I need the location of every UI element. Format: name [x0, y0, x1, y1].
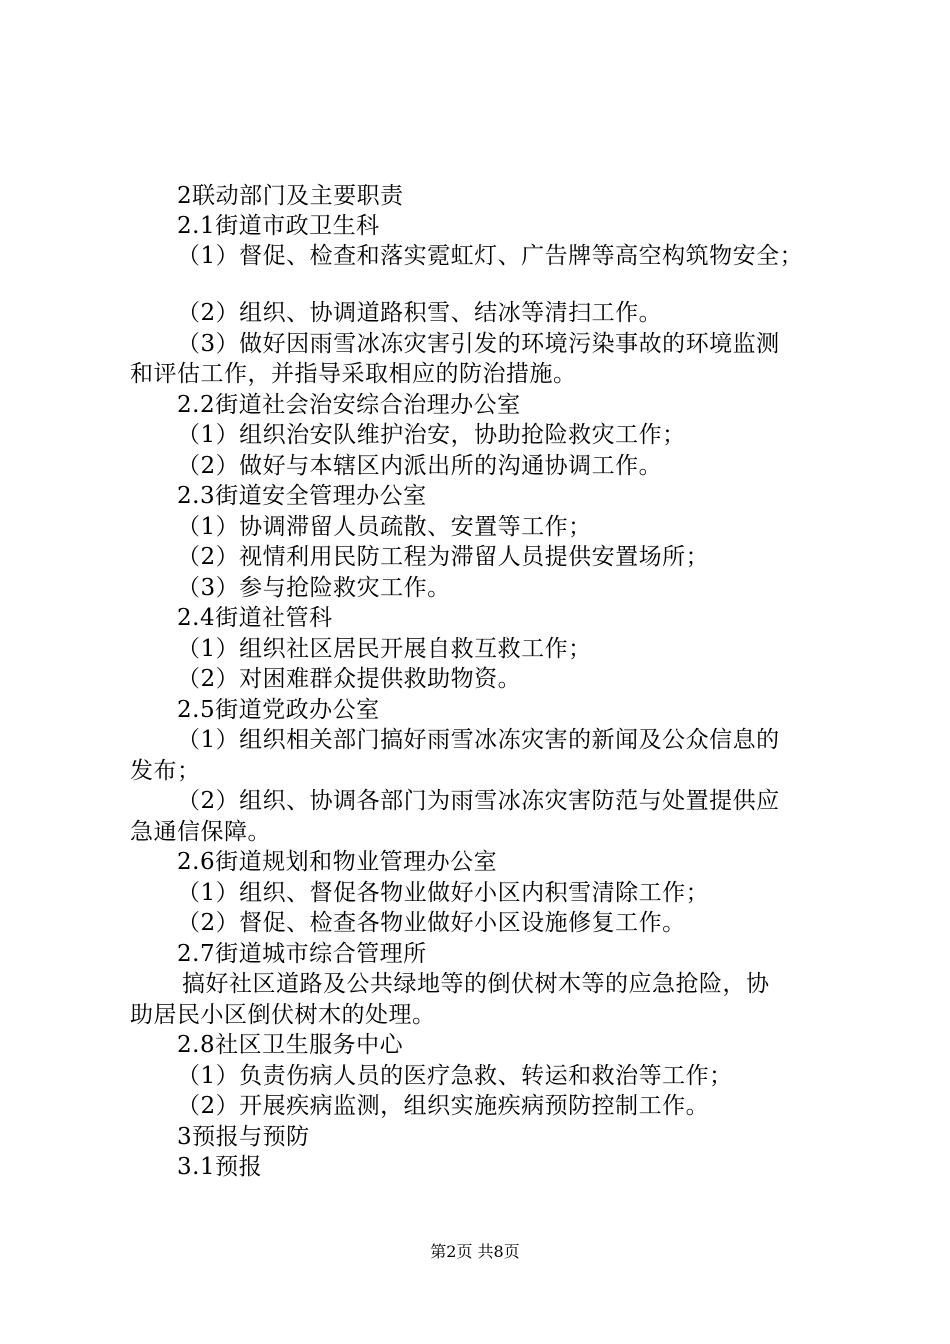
paragraph: 搞好社区道路及公共绿地等的倒伏树木等的应急抢险，协 — [182, 971, 770, 997]
subsection-heading: 2.5街道党政办公室 — [177, 697, 380, 723]
subsection-heading: 2.1街道市政卫生科 — [177, 213, 380, 239]
list-item: （2）开展疾病监测，组织实施疾病预防控制工作。 — [177, 1093, 710, 1119]
subsection-heading: 2.8社区卫生服务中心 — [177, 1032, 404, 1058]
list-item: （1）协调滞留人员疏散、安置等工作； — [177, 514, 592, 540]
section-heading: 3预报与预防 — [177, 1124, 310, 1150]
subsection-heading: 2.3街道安全管理办公室 — [177, 483, 427, 509]
paragraph-continuation: 发布； — [130, 758, 201, 784]
list-item: （3）参与抢险救灾工作。 — [177, 575, 451, 601]
list-item: （1）组织相关部门搞好雨雪冰冻灾害的新闻及公众信息的 — [177, 727, 780, 753]
list-item: （1）组织社区居民开展自救互救工作； — [177, 636, 592, 662]
subsection-heading: 3.1预报 — [177, 1154, 263, 1180]
subsection-heading: 2.2街道社会治安综合治理办公室 — [177, 392, 521, 418]
section-heading: 2联动部门及主要职责 — [177, 183, 404, 209]
list-item: （2）组织、协调各部门为雨雪冰冻灾害防范与处置提供应 — [177, 788, 780, 814]
list-item: （1）组织治安队维护治安，协助抢险救灾工作； — [177, 422, 686, 448]
paragraph-continuation: 和评估工作，并指导采取相应的防治措施。 — [130, 361, 577, 387]
list-item: （2）督促、检查各物业做好小区设施修复工作。 — [177, 910, 686, 936]
list-item: （2）视情利用民防工程为滞留人员提供安置场所； — [177, 544, 710, 570]
list-item: （1）组织、督促各物业做好小区内积雪清除工作； — [177, 880, 710, 906]
list-item: （2）做好与本辖区内派出所的沟通协调工作。 — [177, 453, 663, 479]
list-item: （2）对困难群众提供救助物资。 — [177, 666, 522, 692]
paragraph-continuation: 急通信保障。 — [130, 819, 271, 845]
subsection-heading: 2.6街道规划和物业管理办公室 — [177, 849, 498, 875]
page-footer: 第2页 共8页 — [430, 1242, 520, 1261]
subsection-heading: 2.7街道城市综合管理所 — [177, 941, 427, 967]
list-item: （3）做好因雨雪冰冻灾害引发的环境污染事故的环境监测 — [177, 331, 780, 357]
list-item: （2）组织、协调道路积雪、结冰等清扫工作。 — [177, 300, 663, 326]
subsection-heading: 2.4街道社管科 — [177, 605, 333, 631]
list-item: （1）督促、检查和落实霓虹灯、广告牌等高空构筑物安全； — [177, 243, 804, 269]
paragraph-continuation: 助居民小区倒伏树木的处理。 — [130, 1002, 436, 1028]
list-item: （1）负责伤病人员的医疗急救、转运和救治等工作； — [177, 1063, 733, 1089]
